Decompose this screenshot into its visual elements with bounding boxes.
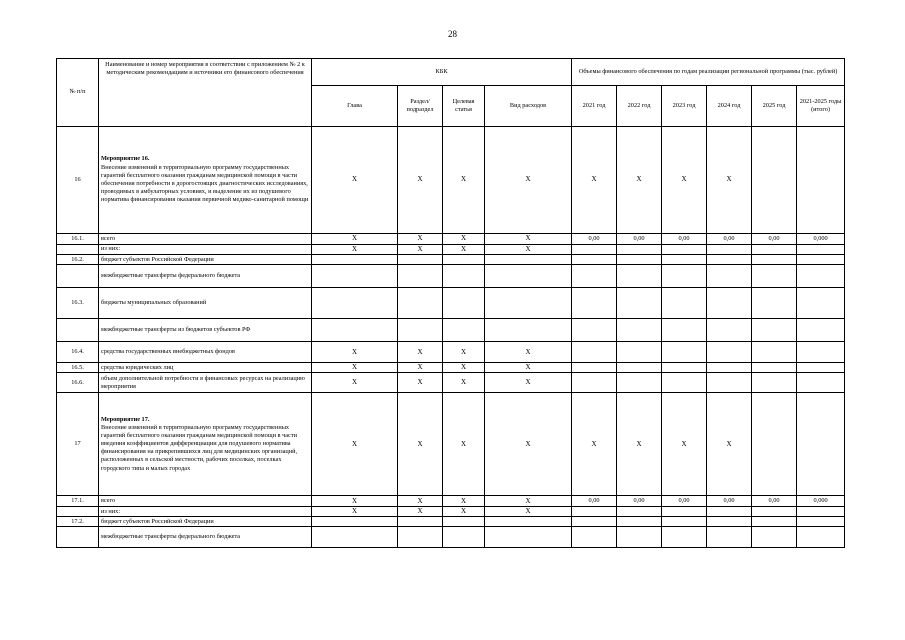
year-cell <box>797 288 845 319</box>
year-cell <box>797 255 845 265</box>
table-row <box>57 127 845 234</box>
kbk-cell <box>485 265 572 288</box>
table-row <box>57 255 845 265</box>
row-name-text: бюджеты муниципальных образований <box>101 299 207 306</box>
kbk-cell <box>443 288 485 319</box>
year-cell: X <box>662 127 707 234</box>
kbk-cell <box>443 517 485 527</box>
row-number: 16.2. <box>57 255 99 265</box>
table-row <box>57 234 845 245</box>
kbk-cell: X <box>443 507 485 517</box>
kbk-cell: X <box>398 507 443 517</box>
year-cell <box>797 245 845 255</box>
year-cell <box>617 363 662 373</box>
year-cell: 0,00 <box>617 496 662 507</box>
year-cell: X <box>707 127 752 234</box>
row-number <box>57 507 99 517</box>
row-name-text: межбюджетные трансферты федерального бюджета <box>101 272 241 279</box>
header-year-2024: 2024 год <box>707 86 752 127</box>
header-funding: Объемы финансового обеспечения по годам реализации региональной программы (тыс. рублей) <box>572 59 845 86</box>
row-name-text: объем дополнительной потребности в финансовых ресурсах на реализацию мероприятия <box>101 374 305 390</box>
row-name <box>99 342 312 363</box>
year-cell <box>752 319 797 342</box>
kbk-cell <box>312 517 398 527</box>
row-number: 16.3. <box>57 288 99 319</box>
kbk-cell <box>312 527 398 548</box>
year-cell <box>752 255 797 265</box>
row-name-text: Внесение изменений в территориальную программу государственных гарантий бесплатного оказания гражданам медицинской помощи в части введения коэффициентов дифференциации для подушевого норматива финансирования на прикрепившихся лиц для медицинских организаций, расположенных в сельской местности, рабочих поселках, поселках городского типа и малых городах <box>101 423 298 472</box>
row-number: 16.6. <box>57 373 99 393</box>
kbk-cell: X <box>398 373 443 393</box>
kbk-cell: X <box>485 363 572 373</box>
kbk-cell: X <box>443 245 485 255</box>
row-name-text: из них: <box>101 245 121 253</box>
row-number: 16 <box>57 127 99 234</box>
kbk-cell <box>398 319 443 342</box>
header-year-total: 2021-2025 годы (итого) <box>797 86 845 127</box>
year-cell: 0,00 <box>572 496 617 507</box>
kbk-cell <box>485 319 572 342</box>
row-name <box>99 127 312 234</box>
header-year-2022: 2022 год <box>617 86 662 127</box>
row-name <box>99 393 312 496</box>
kbk-cell: X <box>312 245 398 255</box>
funding-table <box>56 58 845 548</box>
kbk-cell <box>485 288 572 319</box>
row-name <box>99 245 312 255</box>
page-number: 28 <box>448 29 457 39</box>
year-cell <box>572 265 617 288</box>
year-cell <box>752 507 797 517</box>
kbk-cell: X <box>485 342 572 363</box>
kbk-cell <box>443 265 485 288</box>
year-cell <box>797 127 845 234</box>
year-cell: 0,00 <box>707 496 752 507</box>
row-name <box>99 527 312 548</box>
year-cell <box>752 127 797 234</box>
year-cell <box>707 255 752 265</box>
row-name <box>99 319 312 342</box>
header-kbk-statya: Целевая статья <box>443 86 485 127</box>
year-cell <box>752 373 797 393</box>
year-cell: 0,00 <box>662 496 707 507</box>
year-cell <box>617 245 662 255</box>
year-cell <box>797 363 845 373</box>
kbk-cell <box>485 255 572 265</box>
measure-title: Мероприятие 17. <box>101 415 150 423</box>
table-row <box>57 265 845 288</box>
row-name <box>99 288 312 319</box>
row-name-text: всего <box>101 234 116 242</box>
row-number: 17.2. <box>57 517 99 527</box>
kbk-cell <box>485 517 572 527</box>
year-cell <box>707 507 752 517</box>
year-cell <box>707 517 752 527</box>
year-cell: 0,00 <box>752 496 797 507</box>
row-name-text: средства государственных внебюджетных фондов <box>101 348 235 355</box>
kbk-cell: X <box>485 507 572 517</box>
kbk-cell <box>398 255 443 265</box>
year-cell: X <box>662 393 707 496</box>
year-cell <box>662 319 707 342</box>
kbk-cell <box>398 265 443 288</box>
year-cell <box>662 517 707 527</box>
kbk-cell <box>312 319 398 342</box>
kbk-cell: X <box>443 363 485 373</box>
year-cell: 0,00 <box>707 234 752 245</box>
year-cell <box>797 393 845 496</box>
row-name <box>99 507 312 517</box>
year-cell: 0,00 <box>617 234 662 245</box>
year-cell <box>662 507 707 517</box>
row-name-text: бюджет субъектов Российской Федерации <box>101 255 214 263</box>
row-number <box>57 319 99 342</box>
year-cell: X <box>572 127 617 234</box>
row-name-text: межбюджетные трансферты из бюджетов субъектов РФ <box>101 326 251 333</box>
header-num: № п/п <box>57 59 99 127</box>
kbk-cell: X <box>398 245 443 255</box>
year-cell <box>662 255 707 265</box>
year-cell <box>617 517 662 527</box>
kbk-cell: X <box>312 363 398 373</box>
header-year-2023: 2023 год <box>662 86 707 127</box>
year-cell <box>617 342 662 363</box>
year-cell <box>662 265 707 288</box>
year-cell <box>707 265 752 288</box>
kbk-cell: X <box>398 393 443 496</box>
row-name-text: всего <box>101 497 116 505</box>
header-kbk-glava: Глава <box>312 86 398 127</box>
year-cell <box>617 373 662 393</box>
header-year-2025: 2025 год <box>752 86 797 127</box>
year-cell <box>707 288 752 319</box>
row-number: 17.1. <box>57 496 99 507</box>
row-name <box>99 496 312 507</box>
year-cell <box>617 319 662 342</box>
table-body <box>57 127 845 548</box>
row-number: 16.4. <box>57 342 99 363</box>
table-row <box>57 319 845 342</box>
row-number: 16.5. <box>57 363 99 373</box>
row-name-text: средства юридических лиц <box>101 363 174 371</box>
kbk-cell: X <box>485 373 572 393</box>
kbk-cell <box>398 527 443 548</box>
kbk-cell: X <box>312 373 398 393</box>
kbk-cell <box>485 527 572 548</box>
kbk-cell: X <box>485 393 572 496</box>
kbk-cell <box>443 255 485 265</box>
year-cell: X <box>572 393 617 496</box>
year-cell <box>572 319 617 342</box>
kbk-cell: X <box>398 234 443 245</box>
kbk-cell <box>443 527 485 548</box>
row-name <box>99 255 312 265</box>
kbk-cell: X <box>485 245 572 255</box>
year-cell <box>752 245 797 255</box>
header-name: Наименование и номер мероприятия в соответствии с приложением № 2 к методическим рекомендациям и источники его финансового обеспечения <box>99 59 312 127</box>
header-kbk-razdel: Раздел/ подраздел <box>398 86 443 127</box>
table-row <box>57 393 845 496</box>
table-row <box>57 245 845 255</box>
row-name-text: из них: <box>101 507 121 515</box>
year-cell <box>572 373 617 393</box>
year-cell <box>662 245 707 255</box>
year-cell <box>572 517 617 527</box>
row-name-text: бюджет субъектов Российской Федерации <box>101 517 214 525</box>
year-cell <box>752 527 797 548</box>
year-cell <box>797 319 845 342</box>
kbk-cell <box>312 265 398 288</box>
year-cell <box>572 255 617 265</box>
year-cell: 0,000 <box>797 234 845 245</box>
row-name <box>99 363 312 373</box>
year-cell <box>707 245 752 255</box>
kbk-cell: X <box>443 127 485 234</box>
year-cell: 0,000 <box>797 496 845 507</box>
row-number: 17 <box>57 393 99 496</box>
year-cell <box>617 255 662 265</box>
kbk-cell: X <box>485 234 572 245</box>
year-cell <box>707 363 752 373</box>
kbk-cell: X <box>443 393 485 496</box>
year-cell <box>617 288 662 319</box>
kbk-cell: X <box>312 507 398 517</box>
row-name <box>99 517 312 527</box>
kbk-cell: X <box>443 342 485 363</box>
year-cell <box>572 245 617 255</box>
year-cell <box>617 527 662 548</box>
year-cell <box>752 342 797 363</box>
row-name-text: Внесение изменений в территориальную программу государственных гарантий бесплатного оказания гражданам медицинской помощи в части обеспечения потребности в дорогостоящих диагностических исследованиях, проводимых в амбулаторных условиях, и выделение их из подушевого норматива финансирования оказания первичной медико-санитарной помощи <box>101 163 309 204</box>
kbk-cell <box>312 288 398 319</box>
year-cell <box>752 517 797 527</box>
table-row <box>57 363 845 373</box>
year-cell <box>707 342 752 363</box>
kbk-cell: X <box>443 234 485 245</box>
year-cell <box>572 288 617 319</box>
kbk-cell: X <box>398 127 443 234</box>
kbk-cell <box>312 255 398 265</box>
row-name <box>99 373 312 393</box>
year-cell <box>797 373 845 393</box>
kbk-cell: X <box>312 393 398 496</box>
year-cell: X <box>617 127 662 234</box>
row-number: 16.1. <box>57 234 99 245</box>
year-cell: 0,00 <box>662 234 707 245</box>
kbk-cell: X <box>485 127 572 234</box>
year-cell <box>797 507 845 517</box>
year-cell <box>617 265 662 288</box>
table-row <box>57 342 845 363</box>
year-cell <box>752 363 797 373</box>
kbk-cell: X <box>312 342 398 363</box>
year-cell <box>707 319 752 342</box>
kbk-cell: X <box>485 496 572 507</box>
year-cell <box>662 363 707 373</box>
table-row <box>57 288 845 319</box>
table-header <box>57 59 845 127</box>
table-row <box>57 496 845 507</box>
kbk-cell <box>398 517 443 527</box>
year-cell <box>797 342 845 363</box>
kbk-cell: X <box>398 342 443 363</box>
kbk-cell: X <box>398 363 443 373</box>
kbk-cell: X <box>443 496 485 507</box>
kbk-cell <box>398 288 443 319</box>
year-cell: 0,00 <box>572 234 617 245</box>
row-number <box>57 527 99 548</box>
table-row <box>57 507 845 517</box>
year-cell <box>797 527 845 548</box>
kbk-cell: X <box>443 373 485 393</box>
year-cell <box>752 393 797 496</box>
measure-title: Мероприятие 16. <box>101 155 150 163</box>
table-row <box>57 527 845 548</box>
year-cell <box>752 288 797 319</box>
row-number <box>57 265 99 288</box>
year-cell <box>662 342 707 363</box>
header-kbk-vid: Вид расходов <box>485 86 572 127</box>
year-cell: 0,00 <box>752 234 797 245</box>
year-cell <box>662 527 707 548</box>
kbk-cell: X <box>312 496 398 507</box>
table-row <box>57 373 845 393</box>
year-cell <box>662 288 707 319</box>
year-cell <box>572 527 617 548</box>
row-name <box>99 234 312 245</box>
kbk-cell: X <box>312 127 398 234</box>
kbk-cell: X <box>398 496 443 507</box>
year-cell <box>707 373 752 393</box>
header-kbk: КБК <box>312 59 572 86</box>
year-cell <box>662 373 707 393</box>
year-cell <box>572 342 617 363</box>
header-year-2021: 2021 год <box>572 86 617 127</box>
year-cell <box>797 517 845 527</box>
row-name-text: межбюджетные трансферты федерального бюджета <box>101 533 241 541</box>
year-cell <box>752 265 797 288</box>
year-cell <box>707 527 752 548</box>
table-row <box>57 517 845 527</box>
kbk-cell <box>443 319 485 342</box>
year-cell <box>572 363 617 373</box>
row-name <box>99 265 312 288</box>
year-cell <box>617 507 662 517</box>
kbk-cell: X <box>312 234 398 245</box>
year-cell: X <box>617 393 662 496</box>
year-cell: X <box>707 393 752 496</box>
year-cell <box>572 507 617 517</box>
row-number <box>57 245 99 255</box>
year-cell <box>797 265 845 288</box>
